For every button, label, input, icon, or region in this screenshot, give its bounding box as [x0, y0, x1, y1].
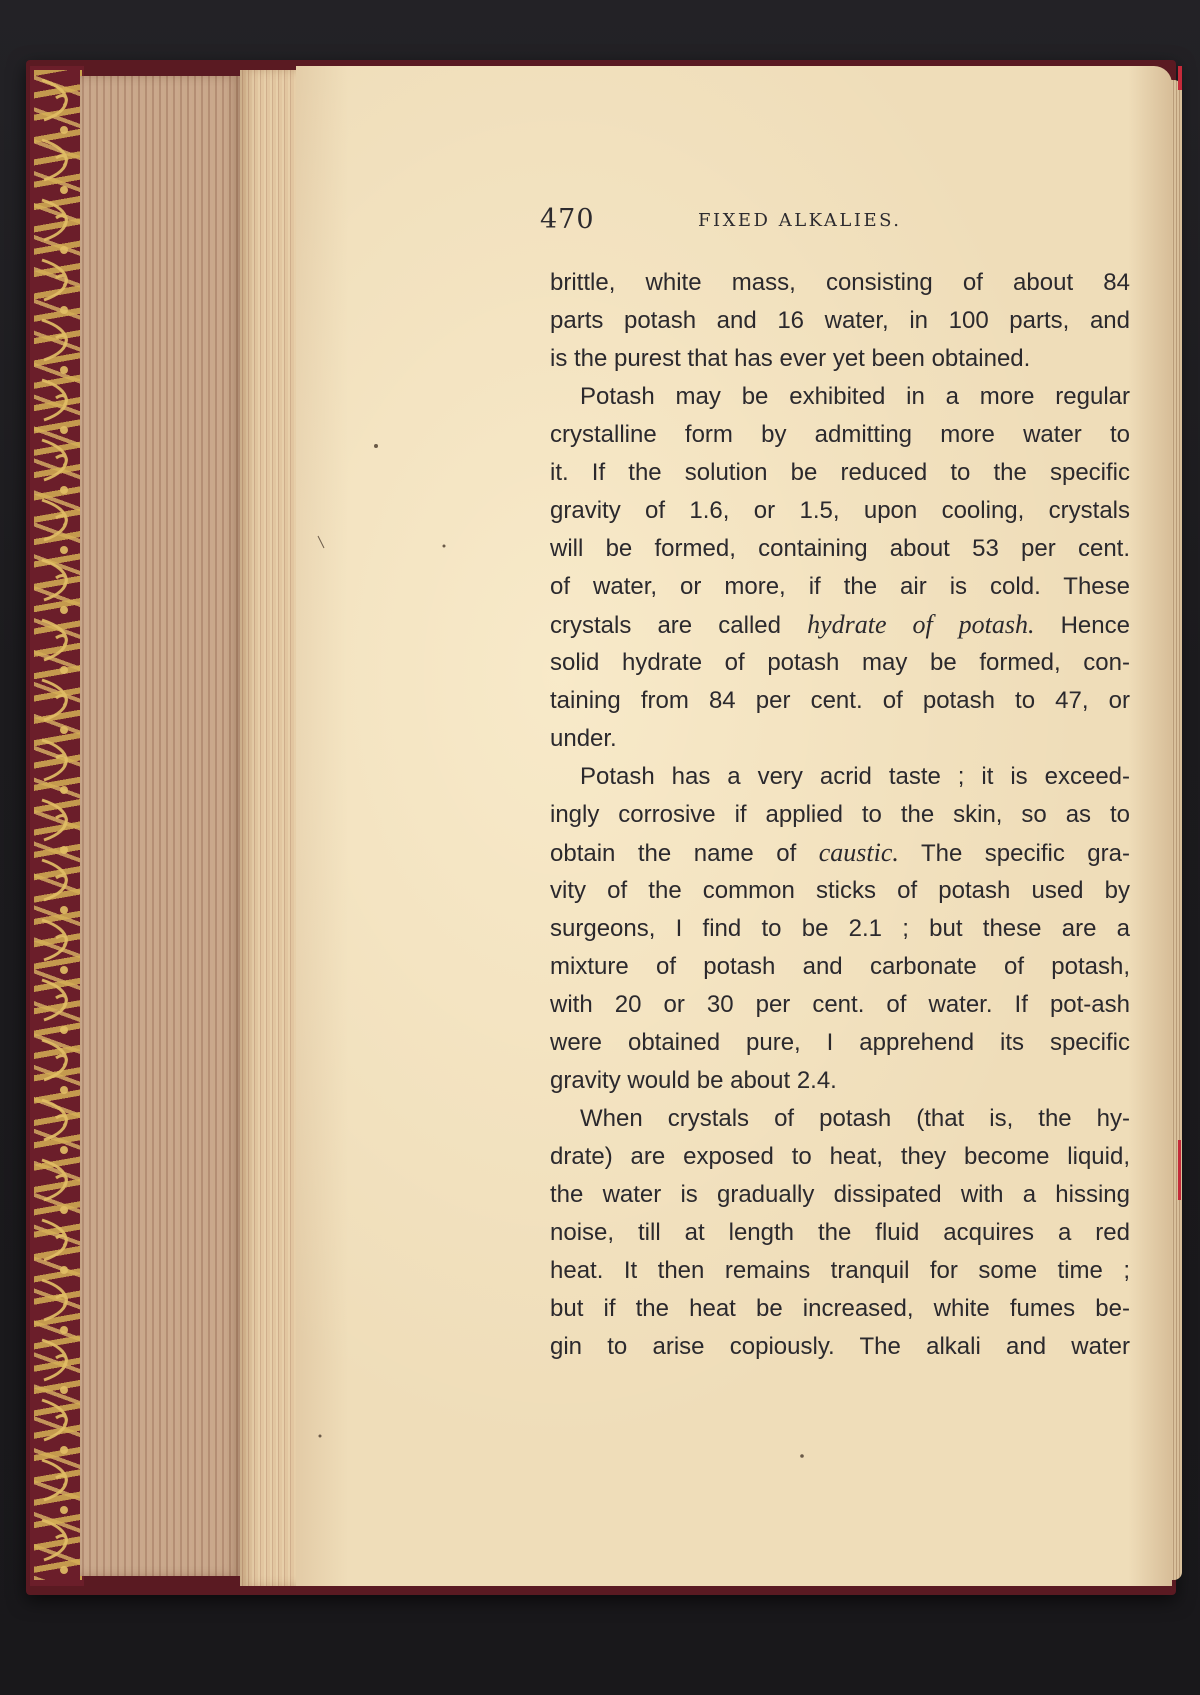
page-number: 470: [540, 204, 595, 235]
text-line: drate) are exposed to heat, they become liquid,: [550, 1143, 1130, 1170]
text-line: parts potash and 16 water, in 100 parts, and: [550, 307, 1130, 334]
text-line: Potash has a very acrid taste ; it is exceed-: [580, 763, 1130, 790]
text-line: solid hydrate of potash may be formed, con-: [550, 649, 1130, 676]
text-line: with 20 or 30 per cent. of water. If pot-ash: [550, 991, 1130, 1018]
gilt-vine-ornament: [34, 70, 80, 1580]
text-line: gravity would be about 2.4.: [550, 1067, 837, 1094]
text-line: vity of the common sticks of potash used by: [550, 877, 1130, 904]
text-line: mixture of potash and carbonate of potash,: [550, 953, 1130, 980]
text-line: taining from 84 per cent. of potash to 47, or: [550, 687, 1130, 714]
text-line: of water, or more, if the air is cold. These: [550, 573, 1130, 600]
text-line: Potash may be exhibited in a more regular: [580, 383, 1130, 410]
italic-term: hydrate of potash.: [807, 610, 1035, 639]
text-line: is the purest that has ever yet been obtained.: [550, 345, 1031, 372]
text-line: [550, 834, 1130, 872]
text-line: but if the heat be increased, white fumes be-: [550, 1295, 1130, 1322]
text-line: gravity of 1.6, or 1.5, upon cooling, crystals: [550, 497, 1130, 524]
text-segment: obtain the name of: [550, 840, 819, 867]
bookmark-ribbon-top: [1178, 66, 1182, 90]
text-line: heat. It then remains tranquil for some time ;: [550, 1257, 1130, 1284]
text-line: it. If the solution be reduced to the specific: [550, 459, 1130, 486]
text-line: will be formed, containing about 53 per cent.: [550, 535, 1130, 562]
text-line: noise, till at length the fluid acquires a red: [550, 1219, 1130, 1246]
text-line: surgeons, I find to be 2.1 ; but these are a: [550, 915, 1130, 942]
text-segment: The specific gra-: [898, 840, 1130, 867]
text-line: crystalline form by admitting more water to: [550, 421, 1130, 448]
text-segment: Hence: [1034, 612, 1130, 639]
page-header: [540, 204, 990, 240]
bookmark-ribbon-side: [1178, 1140, 1181, 1200]
page-gutter: [240, 70, 298, 1586]
text-line: [550, 606, 1130, 644]
text-line: ingly corrosive if applied to the skin, so as to: [550, 801, 1130, 828]
italic-term: caustic.: [818, 838, 899, 867]
text-line: gin to arise copiously. The alkali and water: [550, 1333, 1130, 1360]
text-line: under.: [550, 725, 617, 752]
page-block-edges: [80, 76, 240, 1576]
text-line: brittle, white mass, consisting of about 84: [550, 269, 1130, 296]
body-text: [550, 264, 1130, 1366]
text-line: When crystals of potash (that is, the hy-: [580, 1105, 1130, 1132]
text-line: were obtained pure, I apprehend its specific: [550, 1029, 1130, 1056]
running-head: FIXED ALKALIES.: [698, 210, 902, 231]
text-line: the water is gradually dissipated with a hissing: [550, 1181, 1130, 1208]
text-segment: crystals are called: [550, 612, 808, 639]
